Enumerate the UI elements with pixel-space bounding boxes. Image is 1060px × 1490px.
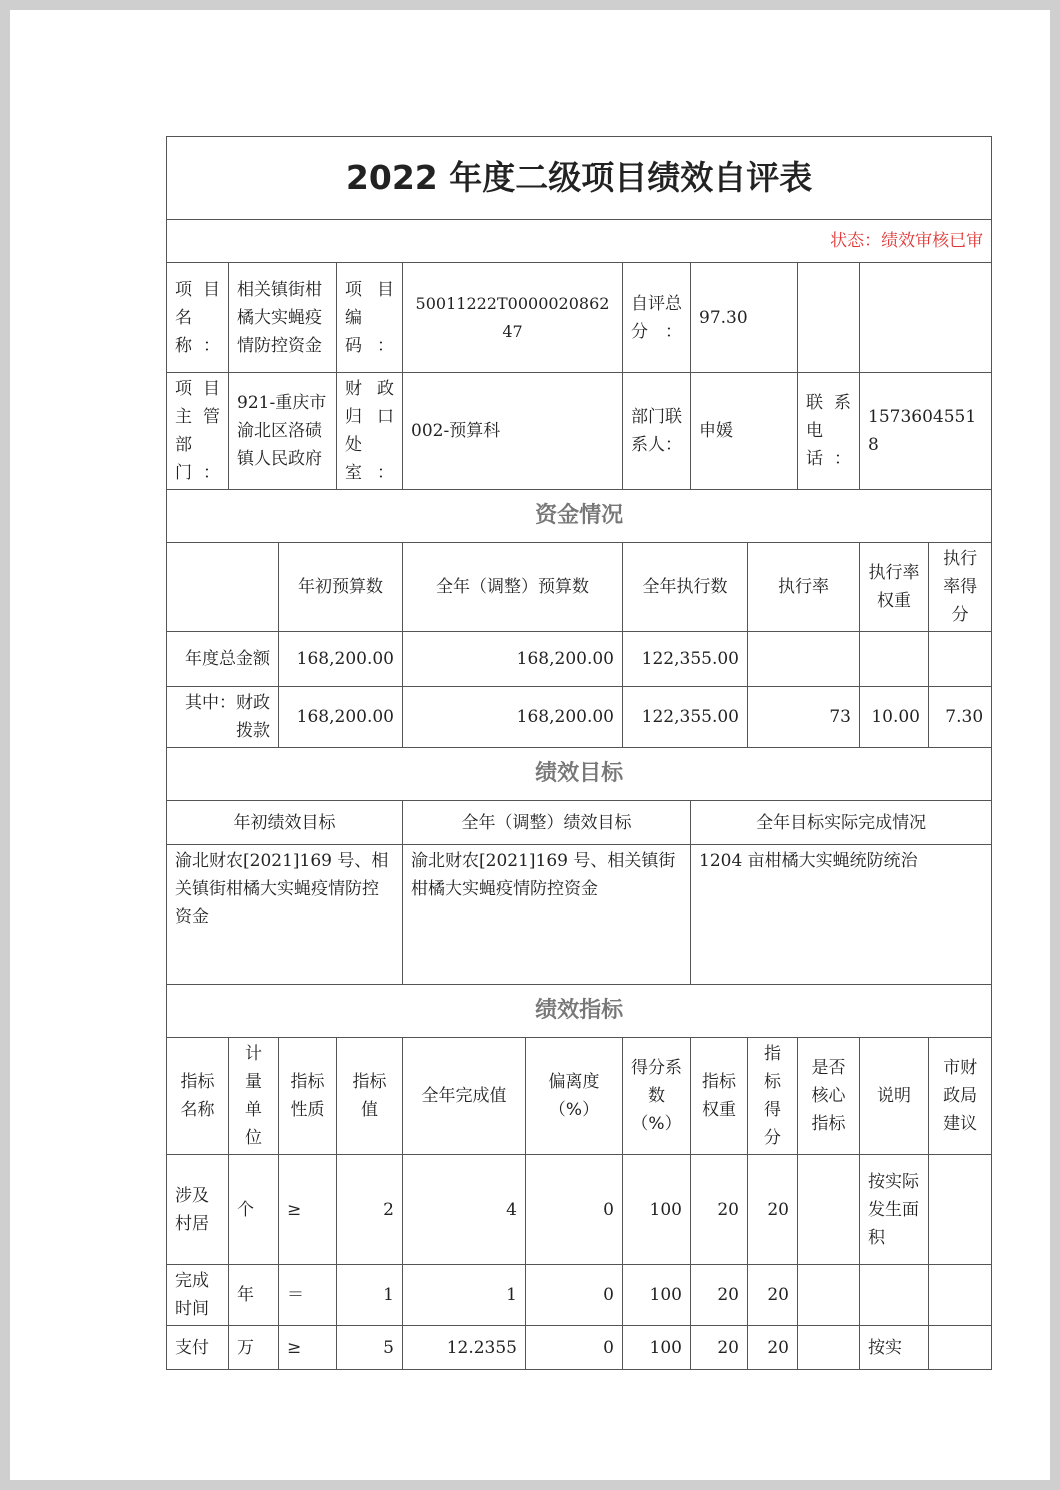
goals-header: 全年目标实际完成情况 <box>691 801 992 845</box>
status-badge: 状态：绩效审核已审 <box>167 220 992 263</box>
indicator-cell <box>860 1265 929 1326</box>
contact-label: 部门联系人： <box>623 373 691 490</box>
indicator-header: 指标值 <box>337 1038 403 1155</box>
section-title-funds: 资金情况 <box>167 490 992 543</box>
indicator-cell: 12.2355 <box>403 1326 526 1370</box>
document-page <box>10 10 1050 1480</box>
goals-header: 年初绩效目标 <box>167 801 403 845</box>
indicator-cell: 完成时间 <box>167 1265 229 1326</box>
empty-cell <box>167 543 279 632</box>
funds-header: 执行率得分 <box>929 543 992 632</box>
indicator-cell: 按实际发生面积 <box>860 1155 929 1265</box>
indicator-header: 计量单位 <box>229 1038 279 1155</box>
indicator-cell: 4 <box>403 1155 526 1265</box>
indicator-cell <box>929 1265 992 1326</box>
funds-cell: 7.30 <box>929 687 992 748</box>
finance-label: 财政归口处室： <box>337 373 403 490</box>
empty-cell <box>798 263 860 373</box>
indicator-header: 偏离度（%） <box>526 1038 623 1155</box>
phone-label: 联系电话： <box>798 373 860 490</box>
indicator-cell: 0 <box>526 1326 623 1370</box>
indicator-cell: 个 <box>229 1155 279 1265</box>
indicator-cell: 万 <box>229 1326 279 1370</box>
indicator-cell: 1 <box>403 1265 526 1326</box>
funds-cell <box>929 632 992 687</box>
funds-cell: 168,200.00 <box>279 687 403 748</box>
section-title-indicators: 绩效指标 <box>167 985 992 1038</box>
project-code-value: 50011222T000002086247 <box>403 263 623 373</box>
table-row <box>167 632 992 687</box>
indicator-cell: 1 <box>337 1265 403 1326</box>
project-name-label: 项目名称： <box>167 263 229 373</box>
indicator-cell: 20 <box>691 1265 748 1326</box>
indicator-cell: 100 <box>623 1326 691 1370</box>
table-row <box>167 1326 992 1370</box>
indicator-header: 得分系数（%） <box>623 1038 691 1155</box>
funds-cell <box>748 632 860 687</box>
indicator-cell <box>798 1326 860 1370</box>
indicator-header: 指标名称 <box>167 1038 229 1155</box>
goal-initial: 渝北财农[2021]169 号、相关镇街柑橘大实蝇疫情防控资金 <box>167 845 403 985</box>
score-value: 97.30 <box>691 263 798 373</box>
funds-cell <box>860 632 929 687</box>
table-row <box>167 687 992 748</box>
evaluation-table <box>166 136 992 1370</box>
dept-value: 921-重庆市渝北区洛碛镇人民政府 <box>229 373 337 490</box>
goals-header: 全年（调整）绩效目标 <box>403 801 691 845</box>
funds-cell: 168,200.00 <box>279 632 403 687</box>
indicator-cell <box>929 1326 992 1370</box>
indicator-cell: 20 <box>691 1326 748 1370</box>
indicator-cell: 20 <box>748 1265 798 1326</box>
funds-cell: 168,200.00 <box>403 687 623 748</box>
project-name-value: 相关镇街柑橘大实蝇疫情防控资金 <box>229 263 337 373</box>
table-row <box>167 1265 992 1326</box>
indicator-cell: 涉及村居 <box>167 1155 229 1265</box>
indicator-header: 市财政局建议 <box>929 1038 992 1155</box>
indicator-cell <box>929 1155 992 1265</box>
indicator-cell: 年 <box>229 1265 279 1326</box>
indicator-cell: ≥ <box>279 1155 337 1265</box>
funds-header: 执行率 <box>748 543 860 632</box>
table-row <box>167 1155 992 1265</box>
indicator-header: 指标性质 <box>279 1038 337 1155</box>
funds-cell: 10.00 <box>860 687 929 748</box>
funds-cell: 168,200.00 <box>403 632 623 687</box>
indicator-cell: 100 <box>623 1155 691 1265</box>
dept-label: 项目主管部门： <box>167 373 229 490</box>
funds-row-label: 其中：财政拨款 <box>167 687 279 748</box>
project-code-label: 项目编码： <box>337 263 403 373</box>
section-title-goals: 绩效目标 <box>167 748 992 801</box>
indicator-cell: ＝ <box>279 1265 337 1326</box>
indicator-header: 说明 <box>860 1038 929 1155</box>
funds-cell: 73 <box>748 687 860 748</box>
indicator-cell: 5 <box>337 1326 403 1370</box>
indicator-cell: 支付 <box>167 1326 229 1370</box>
goal-adjusted: 渝北财农[2021]169 号、相关镇街柑橘大实蝇疫情防控资金 <box>403 845 691 985</box>
funds-cell: 122,355.00 <box>623 687 748 748</box>
funds-header: 全年执行数 <box>623 543 748 632</box>
score-label: 自评总分： <box>623 263 691 373</box>
funds-header: 年初预算数 <box>279 543 403 632</box>
goal-actual: 1204 亩柑橘大实蝇统防统治 <box>691 845 992 985</box>
contact-value: 申媛 <box>691 373 798 490</box>
indicator-header: 指标得分 <box>748 1038 798 1155</box>
indicator-header: 指标权重 <box>691 1038 748 1155</box>
page-title: 2022 年度二级项目绩效自评表 <box>167 137 992 220</box>
indicator-header: 全年完成值 <box>403 1038 526 1155</box>
empty-cell <box>860 263 992 373</box>
funds-row-label: 年度总金额 <box>167 632 279 687</box>
indicator-cell: 按实 <box>860 1326 929 1370</box>
indicator-cell <box>798 1265 860 1326</box>
indicator-cell: 2 <box>337 1155 403 1265</box>
indicator-cell: 20 <box>691 1155 748 1265</box>
indicator-cell: 20 <box>748 1155 798 1265</box>
funds-header: 执行率权重 <box>860 543 929 632</box>
indicator-header: 是否核心指标 <box>798 1038 860 1155</box>
indicator-cell: 0 <box>526 1155 623 1265</box>
indicator-cell: 100 <box>623 1265 691 1326</box>
indicator-cell <box>798 1155 860 1265</box>
indicator-cell: ≥ <box>279 1326 337 1370</box>
funds-header: 全年（调整）预算数 <box>403 543 623 632</box>
indicator-cell: 20 <box>748 1326 798 1370</box>
funds-cell: 122,355.00 <box>623 632 748 687</box>
indicator-cell: 0 <box>526 1265 623 1326</box>
finance-value: 002-预算科 <box>403 373 623 490</box>
phone-value: 15736045518 <box>860 373 992 490</box>
